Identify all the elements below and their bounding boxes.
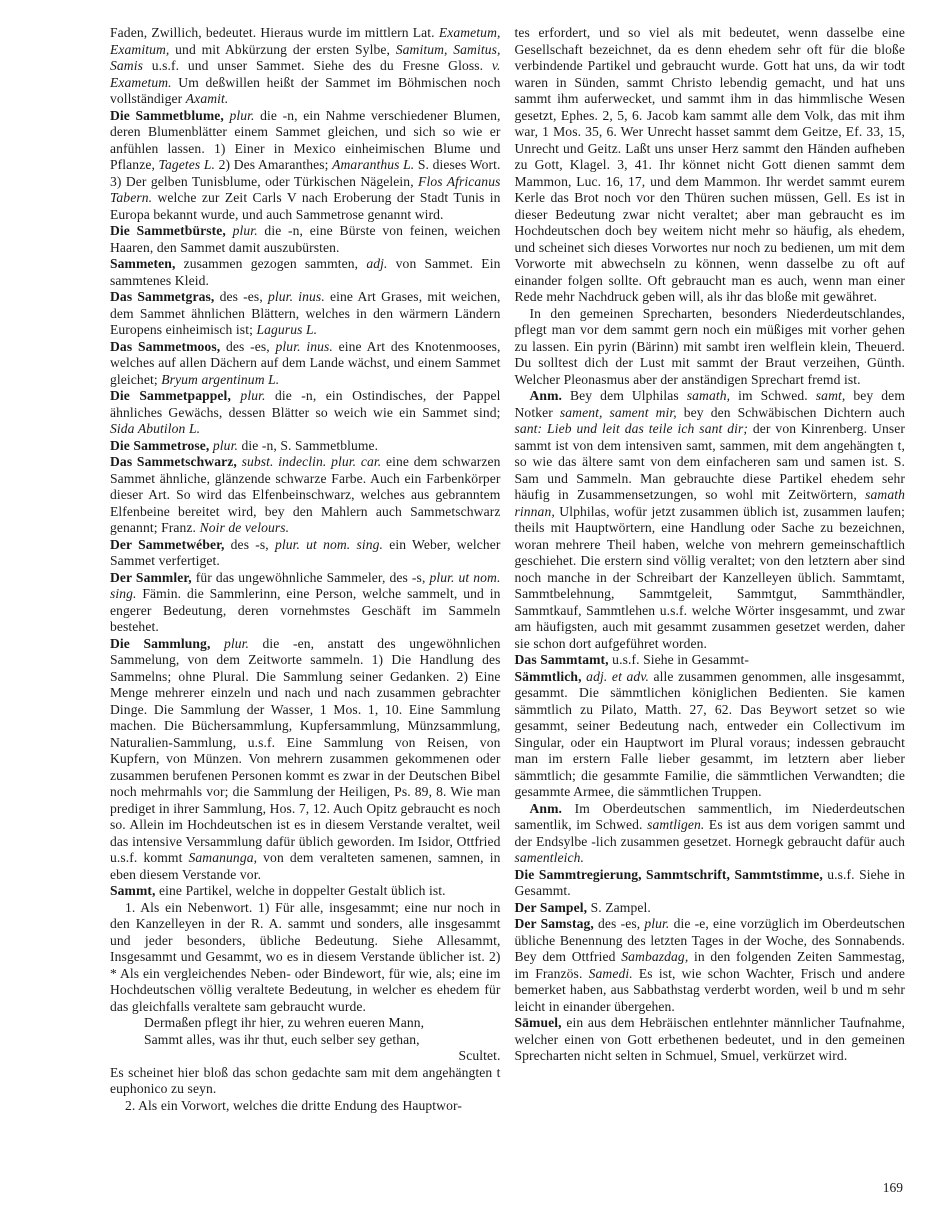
- text-run: Die Sammetbürste,: [110, 223, 226, 238]
- text-run: subst. indeclin. plur. car.: [241, 454, 382, 469]
- text-run: Exametum, Examitum,: [110, 25, 501, 57]
- entry-sammlung: Die Sammlung, plur. die -en, anstatt des ungewöhnlichen Sammelung, von dem Zeitworte sammeln. 1) Die Handlung des Sammelns; ohne Plural. Die Sammlung seiner Gedanken. 2) Eine Menge mehrerer einzeln und nach und nach zusammen gebrachter Dinge. Die Sammlung der Wasser, 1 Mos. 1, 10. Eine Sammlung machen. Die Büchersammlung, Kupfersammlung, Münzsammlung, Naturalien-Sammlung, u.s.f. Eine Sammlung von Reisen, von Kupfern, von Münzen. Von mehrern zusammen gekommenen oder zusammen berufenen Personen kommt es zwar in der Deutschen Bibel noch mehrmahls vor; die Sammlung der Heiligen, Ps. 89, 8. Wie man prediget in ihrer Sammlung, Hos. 7, 12. Auch Opitz gebraucht es noch so. Allein im Hochdeutschen ist es in diesem Verstande veraltet, weil das intensive Versammlung dafür üblich geworden. Im Isidor, Ottfried u.s.f. kommt Samanunga, von dem veralteten samenen, samnen, in eben diesem Verstande vor.: [110, 635, 501, 882]
- sammt-anm: Anm. Bey dem Ulphilas samath, im Schwed. samt, bey dem Notker sament, sament mir, bey den Schwäbischen Dichtern auch sant: Lieb und leit das teile ich sant dir; der von Kinrenberg. Unser sammt ist von dem intensiven samt, sammen, mit dem angehängten t, so wie das ältere samt von dem einfacheren sam und samen ist. S. Sam und Sammeln. Man gebrauchte diese Partikel ehedem sehr häufig in Zusammensetzungen, so wohl mit Zeitwörtern, samath rinnan, Ulphilas, wofür jetzt zusammen üblich ist, zusammen laufen; theils mit Hauptwörtern, eine Handlung oder Sache zu bezeichnen, woran mehrere Theil haben, welche von mehrern gemeinschaftlich geschiehet. Die erstern sind völlig veraltet; von den letztern aber sind noch manche in der Schreibart der Kanzelleyen üblich. Sammtamt, Sammtbelehnung, Sammtgeleit, Sammtgut, Sammthändler, Sammtkauf, Sammtlehen u.s.f. welche Wörter insgesammt, und zwar am häufigsten, auch mit gesammt zusammen gesetzet werden, daher sie schon dort aufgeführet worden.: [514, 388, 905, 651]
- entry-sammler: Der Sammler, für das ungewöhnliche Sammeler, des -s, plur. ut nom. sing. Fämin. die Sammlerinn, eine Person, welche sammelt, und in engerer Bedeutung, deren vornehmstes Geschäft im Sammeln bestehet.: [110, 569, 501, 634]
- text-run: plur. inus.: [268, 289, 325, 304]
- page-number: 169: [882, 1180, 903, 1195]
- text-run: Die Sammtregierung, Sammtschrift, Sammtstimme,: [514, 866, 823, 882]
- entry-sammetgras: Das Sammetgras, des -es, plur. inus. eine Art Grases, mit weichen, dem Sammet ähnlichen Blättern, welches in den wärmern Ländern Europens einheimisch ist; Lagurus L.: [110, 289, 501, 337]
- entry-sammetweber: Der Sammetwéber, des -s, plur. ut nom. sing. ein Weber, welcher Sammet verfertiget.: [110, 536, 501, 568]
- left-column: [110, 25, 501, 1114]
- text-run: plur.: [229, 107, 255, 123]
- text-run: Anm.: [529, 800, 562, 816]
- entry-samstag: Der Samstag, des -es, plur. die -e, eine vorzüglich im Oberdeutschen übliche Benennung des letzten Tages in der Woche, des Sonnabends. Bey dem Ottfried Sambazdag, in den folgenden Zeiten Sammestag, im Französ. Samedi. Es ist, wie schon Wachter, Frisch und andere bemerket haben, aus Sabbathstag verderbt worden, weil b und m sehr leicht in einander übergehen.: [514, 916, 905, 1014]
- text-run: Sambazdag,: [621, 949, 689, 964]
- entry-sammt: Sammt, eine Partikel, welche in doppelter Gestalt üblich ist.: [110, 883, 446, 898]
- text-run: Die Sammlung,: [110, 635, 211, 651]
- text-run: samtligen.: [647, 817, 705, 832]
- entry-sammtregierung: Die Sammtregierung, Sammtschrift, Sammtstimme, u.s.f. Siehe in Gesammt.: [514, 866, 905, 898]
- text-run: Sida Abutilon L.: [110, 421, 201, 436]
- text-run: samath,: [686, 388, 731, 403]
- text-run: Bryum argentinum L.: [161, 371, 280, 387]
- sammt-usage-note: In den gemeinen Sprecharten, besonders Niederdeutschlandes, pflegt man vor dem sammt gern noch ein müßiges mit vorher gehen zu lassen. Ein pyrin (Bärinn) mit sambt iren welflein klein, Theuerd. Du solltest dich der Lust mit sammt der Braut verzeihen, Günth. Welcher Pleonasmus aber der anständigen Sprechart fremd ist.: [514, 305, 905, 387]
- continuation-text: Faden, Zwillich, bedeutet. Hieraus wurde im mittlern Lat. Exametum, Examitum, und mit Abkürzung der ersten Sylbe, Samitum, Samitus, Samis u.s.f. und unser Sammet. Siehe des du Fresne Gloss. v. Exametum. Um deßwillen heißt der Sammet im Böhmischen noch vollständiger Axamit.: [110, 25, 501, 106]
- text-run: Sämmtlich,: [514, 668, 582, 684]
- text-run: Das Sammetmoos,: [110, 338, 221, 354]
- text-run: Samitum, Samitus, Samis: [110, 41, 501, 73]
- text-run: sant: Lieb und leit das teile ich sant dir;: [514, 421, 749, 436]
- text-run: plur.: [644, 916, 670, 931]
- text-run: sament, sament mir,: [559, 404, 677, 420]
- verse-attribution: Scultet.: [458, 1048, 501, 1063]
- text-run: Sammt,: [110, 883, 156, 898]
- text-run: samt,: [815, 388, 846, 403]
- verse-line: Sammt alles, was ihr thut, euch selber sey gethan,: [144, 1031, 420, 1047]
- sammt-sense-2: 2. Als ein Vorwort, welches die dritte Endung des Hauptwor-: [125, 1097, 462, 1113]
- text-run: samath rinnan,: [514, 487, 905, 519]
- text-run: Das Sammtamt,: [514, 652, 609, 667]
- text-columns: [110, 25, 905, 1114]
- entry-sammtamt: Das Sammtamt, u.s.f. Siehe in Gesammt-: [514, 652, 749, 667]
- text-run: Tagetes L.: [158, 157, 216, 172]
- text-run: Noir de velours.: [199, 520, 290, 535]
- text-run: plur.: [240, 388, 266, 403]
- text-run: Amaranthus L.: [332, 157, 415, 172]
- entry-sammetblume: Die Sammetblume, plur. die -n, ein Nahme verschiedener Blumen, deren Blumenblätter einem Sammet gleichen, und sich so wie er anfühlen lassen. 1) Einer in Mexico einheimischen Blume und Pflanze, Tagetes L. 2) Des Amaranthes; Amaranthus L. S. dieses Wort. 3) Der gelben Tunisblume, oder Türkischen Nägelein, Flos Africanus Tabern. welche zur Zeit Carls V nach Eroberung der Stadt Tunis in Europa bekannt wurde, und auch Sammetrose genannt wird.: [110, 107, 501, 222]
- entry-saemmtlich: Sämmtlich, adj. et adv. alle zusammen genommen, alle insgesammt, gesammt. Die sämmtlichen königlichen Bedienten. Sie kamen sämmtlich zu Pilato, Matth. 27, 62. Das Beywort setzet so wie gesammt, seiner Bedeutung nach, entweder ein Collectivum im Singular, oder ein Hauptwort im Plural voraus; indessen gebraucht man im erstern Falle lieber gesammt, im letztern aber lieber sämmtlich; die gesammte Familie, die sämmtlichen Verwandten; die gesammte Armee, die sämmtlichen Truppen.: [514, 668, 906, 799]
- entry-sampel: Der Sampel, S. Zampel.: [514, 899, 651, 915]
- text-run: Die Sammetpappel,: [110, 388, 231, 403]
- text-run: plur.: [232, 223, 258, 238]
- entry-samuel: Sāmuel, ein aus dem Hebräischen entlehnter männlicher Taufnahme, welcher einen von Gott erbethenen bedeutet, und in den gemeinen Sprecharten nicht selten in Schmuel, Smuel, verkürzet wird.: [514, 1015, 905, 1063]
- text-run: Die Sammetrose,: [110, 437, 210, 453]
- text-run: plur.: [212, 437, 238, 453]
- text-run: samentleich.: [514, 850, 585, 865]
- entry-sammetmoos: Das Sammetmoos, des -es, plur. inus. eine Art des Knotenmooses, welches auf allen Dächern auf dem Lande wächst, und einem Sammet gleichet; Bryum argentinum L.: [110, 338, 501, 387]
- entry-sammetpappel: Die Sammetpappel, plur. die -n, ein Ostindisches, der Pappel ähnliches Gewächs, dessen Blätter so weich wie ein Sammet sind; Sida Abutilon L.: [110, 388, 501, 436]
- text-run: adj. et adv.: [586, 668, 649, 684]
- entry-sammeten: Sammeten, zusammen gezogen sammten, adj. von Sammet. Ein sammtenes Kleid.: [110, 256, 501, 288]
- text-run: plur.: [223, 635, 250, 651]
- text-run: Das Sammetschwarz,: [110, 454, 237, 469]
- entry-sammetrose: Die Sammetrose, plur. die -n, S. Sammetblume.: [110, 437, 379, 453]
- text-run: plur. inus.: [275, 338, 333, 354]
- text-run: Der Sampel,: [514, 899, 588, 915]
- text-run: Der Sammetwéber,: [110, 536, 225, 552]
- text-run: v. Exametum.: [110, 58, 501, 90]
- text-run: Sammeten,: [110, 256, 176, 271]
- sammt-sense-2-continuation: tes erfordert, und so viel als mit bedeutet, wenn dasselbe eine Gesellschaft bezeichnet, da es denn ehedem sehr oft für die bloße verbindende Partikel und gebraucht wurde. Gott hat uns, da wir todt waren in Sünden, sammt Christo lebendig gemacht, und hat uns sammt ihm auferwecket, und sammt ihm in das himmlische Wesen gesetzt, Ephes. 2, 5, 6. Jacob kam sammt alle dem Volk, das mit ihm war, 1 Mos. 35, 6. Wer Unrecht hasset sammt dem Geitze, Ef. 33, 15, Unrecht und Geitz. Laßt uns unser Herz sammt den Händen aufheben zu Gott, Klagel. 3, 41. Ihr könnet nicht Gott dienen sammt dem Mammon, Luc. 16, 17, und dem Mammon. Ihr werdet sammt eurem Kerle das Brot noch vor den Thüren suchen müssen, Gell. Es ist in dieser Bedeutung zwar nicht veraltet; aber man gebraucht es im Hochdeutschen doch bey weitem nicht mehr so häufig, als ehedem, und scheinet sich dieses Vorwortes nur noch zu bedienen, um mit dem Vorworte mit abwechseln zu können, wenn dasselbe zu oft auf einander folgen sollte. Oft gebraucht man es auch, wenn man einer Rede mehr Nachdruck geben will, als ihr das bloße mit gewähret.: [514, 25, 905, 304]
- text-run: Axamit.: [185, 91, 229, 106]
- saemmtlich-anm: Anm. Im Oberdeutschen sammentlich, im Niederdeutschen samentlik, im Schwed. samtligen. Es ist aus dem vorigen sammt und der Endsylbe -lich zusammen gesetzet. Hornegk gebraucht dafür auch samentleich.: [514, 800, 905, 865]
- text-run: Der Samstag,: [514, 916, 594, 931]
- text-run: Das Sammetgras,: [110, 289, 215, 304]
- entry-sammetbuerste: Die Sammetbürste, plur. die -n, eine Bürste von feinen, weichen Haaren, den Sammet damit auszubürsten.: [110, 223, 501, 255]
- text-run: Lagurus L.: [256, 322, 318, 337]
- text-run: adj.: [366, 256, 388, 271]
- sammt-verse: [144, 1015, 501, 1048]
- text-run: plur. ut nom. sing.: [274, 536, 384, 552]
- text-run: Die Sammetblume,: [110, 107, 224, 123]
- text-run: Der Sammler,: [110, 569, 192, 585]
- entry-sammetschwarz: Das Sammetschwarz, subst. indeclin. plur. car. eine dem schwarzen Sammet ähnliche, glänzende schwarze Farbe. Auch ein Farbenkörper dieser Art. So wird das Elfenbeinschwarz, welches aus gebranntem Elfenbeine bereitet wird, bey den Mahlern auch Sammetschwarz genannt; Franz. Noir de velours.: [110, 454, 501, 535]
- verse-line: Dermaßen pflegt ihr hier, zu wehren eueren Mann,: [144, 1015, 425, 1030]
- text-run: Sāmuel,: [514, 1015, 562, 1030]
- text-run: Samanunga,: [188, 850, 258, 865]
- text-run: Flos Africanus Tabern.: [110, 173, 501, 205]
- text-run: Samedi.: [588, 965, 633, 981]
- text-run: Anm.: [529, 388, 562, 403]
- right-column: [515, 25, 906, 1114]
- sammt-sense-1: 1. Als ein Nebenwort. 1) Für alle, insgesammt; eine nur noch in den Kanzelleyen in der R. A. sammt und sonders, alle insgesammt und jeder besonders, übliche Bedeutung. Siehe Allesammt, Insgesammt und Gesammt, wo es in diesem Verstande üblicher ist. 2) * Als ein vergleichendes Neben- oder Bindewort, für wie, als; eine im Hochdeutschen völlig veraltete Bedeutung, in welcher es ehedem für das gleichfalls veraltete sam gebraucht wurde.: [110, 899, 501, 1014]
- sammt-verse-note: Es scheinet hier bloß das schon gedachte sam mit dem angehängten t euphonico zu seyn.: [110, 1064, 501, 1096]
- text-run: plur. ut nom. sing.: [110, 569, 501, 601]
